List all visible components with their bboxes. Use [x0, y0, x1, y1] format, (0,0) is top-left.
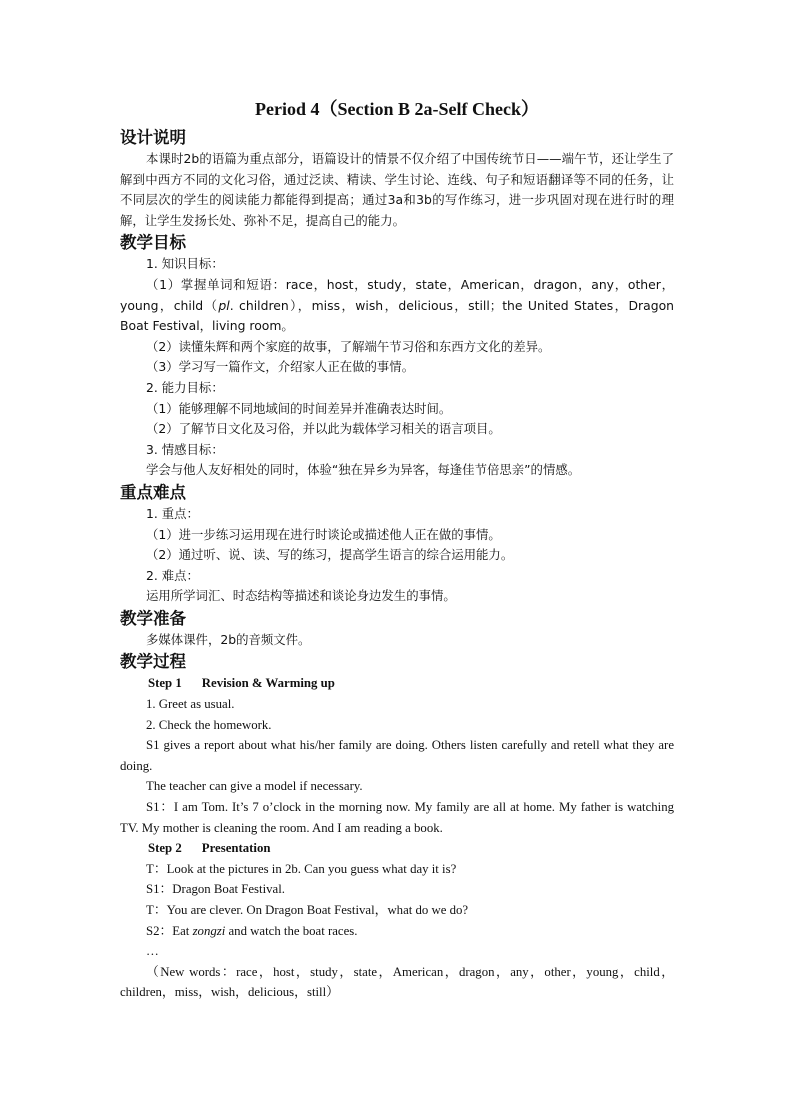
step-2-line-2: S1：Dragon Boat Festival.	[146, 882, 285, 897]
step-1-title: Revision & Warming up	[201, 676, 335, 691]
step-2-line-1: T：Look at the pictures in 2b. Can you guess what day it is?	[146, 861, 457, 876]
goal-1-text-a: （1）掌握单词和短语：race，host，study，state，American，dragon，any，other，young，child（	[120, 276, 674, 313]
prep-paragraph: 多媒体课件，2b的音频文件。	[146, 631, 311, 647]
step-2-line-4-a: S2：Eat	[146, 923, 193, 938]
difficulty-1: 运用所学词汇、时态结构等描述和谈论身边发生的事情。	[146, 588, 456, 604]
step-1-number: Step 1	[148, 676, 182, 691]
section-heading-process: 教学过程	[120, 652, 186, 672]
section-heading-design: 设计说明	[120, 128, 186, 147]
emotion-goal-1: 学会与他人友好相处的同时，体验“独在异乡为异客，每逢佳节倍思亲”的情感。	[146, 462, 581, 478]
section-heading-prep: 教学准备	[120, 608, 186, 628]
step-1-line-1: 1. Greet as usual.	[146, 697, 235, 712]
ability-goal-title: 2. 能力目标：	[146, 379, 224, 395]
knowledge-goal-2: （2）读懂朱辉和两个家庭的故事，了解端午节习俗和东西方文化的差异。	[146, 338, 551, 354]
knowledge-goal-title: 1. 知识目标：	[146, 256, 224, 272]
step-2-line-4	[120, 921, 674, 942]
step-2-ellipsis: …	[146, 944, 159, 959]
document-page	[120, 96, 674, 1003]
ability-goal-1: （1）能够理解不同地域间的时间差异并准确表达时间。	[146, 400, 452, 416]
step-2-title: Presentation	[201, 841, 271, 856]
step-1-heading	[120, 673, 674, 694]
knowledge-goal-3: （3）学习写一篇作文，介绍家人正在做的事情。	[146, 359, 415, 375]
ability-goal-2: （2）了解节日文化及习俗，并以此为载体学习相关的语言项目。	[146, 421, 501, 437]
design-paragraph: 本课时2b的语篇为重点部分，语篇设计的情景不仅介绍了中国传统节日——端午节，还让学生了解到中西方不同的文化习俗，通过泛读、精读、学生讨论、连线、句子和短语翻译等不同的任务，让不同层次的学生的阅读能力都能得到提高；通过3a和3b的写作练习，进一步巩固对现在进行时的理解，让学生发扬长处、弥补不足，提高自己的能力。	[120, 151, 674, 228]
step-1-line-2: 2. Check the homework.	[146, 717, 272, 732]
step-2-zongzi: zongzi	[192, 923, 226, 938]
goal-1-pl: pl	[218, 297, 230, 313]
step-2-heading	[120, 838, 674, 859]
step-1-line-4: The teacher can give a model if necessary.	[146, 779, 363, 794]
emotion-goal-title: 3. 情感目标：	[146, 441, 224, 457]
step-2-line-4-b: and watch the boat races.	[225, 923, 358, 938]
section-heading-goals: 教学目标	[120, 233, 186, 253]
key-point-title: 1. 重点：	[146, 505, 199, 521]
step-1-line-3: S1 gives a report about what his/her family are doing. Others listen carefully and retell what they are doing.	[120, 738, 674, 773]
key-point-2: （2）通过听、说、读、写的练习，提高学生语言的综合运用能力。	[146, 547, 514, 563]
key-point-1: （1）进一步练习运用现在进行时谈论或描述他人正在做的事情。	[146, 526, 501, 542]
step-2-line-3: T：You are clever. On Dragon Boat Festival，what do we do?	[146, 903, 469, 917]
goal-1-text-b: . children），miss，wish，delicious，still；the United States，Dragon Boat Festival，living room。	[120, 297, 675, 334]
section-heading-key: 重点难点	[120, 482, 186, 502]
step-2-new-words: （New words：race，host，study，state，American，dragon，any，other，young，child，children，miss，wish，delicious，still）	[120, 964, 674, 1000]
difficulty-title: 2. 难点：	[146, 567, 199, 583]
page-title: Period 4（Section B 2a-Self Check）	[255, 99, 539, 119]
step-2-number: Step 2	[148, 841, 182, 856]
knowledge-goal-1	[120, 275, 674, 337]
step-1-line-5: S1：I am Tom. It’s 7 o’clock in the morning now. My family are all at home. My father is watching TV. My mother is cleaning the room. And I am reading a book.	[120, 800, 674, 835]
